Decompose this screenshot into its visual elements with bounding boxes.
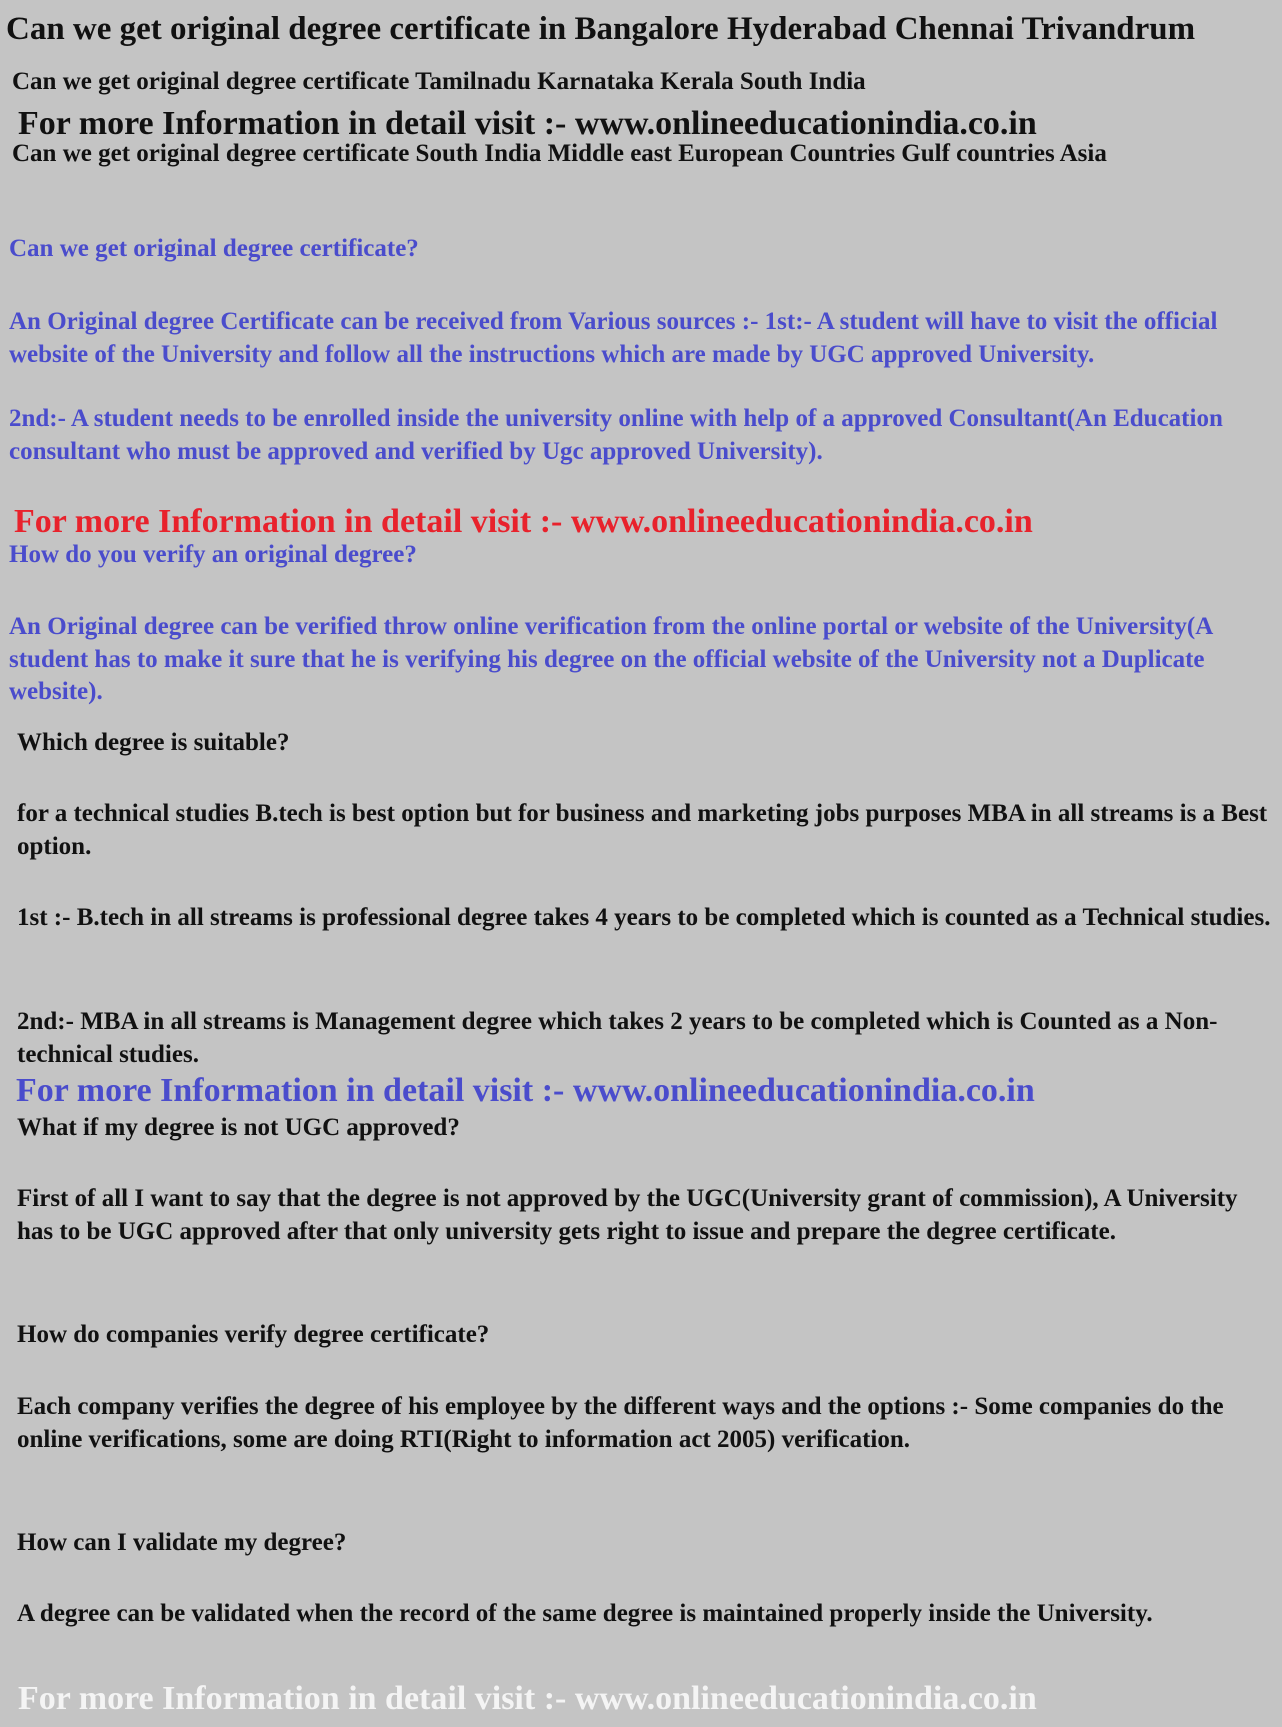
answer-verify-degree: An Original degree can be verified throw online verification from the online portal or website of the University(A student has to make it sure that he is verifying his degree on the official website of the University not a Duplicate website). xyxy=(9,613,1212,705)
promo-link-top[interactable]: For more Information in detail visit :- www.onlineeducationindia.co.in xyxy=(18,105,1037,142)
promo-link-blue[interactable]: For more Information in detail visit :- www.onlineeducationindia.co.in xyxy=(16,1072,1035,1109)
question-company-verify: How do companies verify degree certificate? xyxy=(17,1321,490,1348)
promo-link-red[interactable]: For more Information in detail visit :- www.onlineeducationindia.co.in xyxy=(14,503,1033,540)
question-verify-degree: How do you verify an original degree? xyxy=(9,541,417,568)
question-ugc-approval: What if my degree is not UGC approved? xyxy=(17,1114,460,1141)
question-suitable-degree: Which degree is suitable? xyxy=(17,729,290,756)
question-validate-degree: How can I validate my degree? xyxy=(17,1529,347,1556)
answer-sources-second: 2nd:- A student needs to be enrolled inside the university online with help of a approved Consultant(An Education consultant who must be approved and verified by Ugc approved University). xyxy=(9,405,1223,465)
answer-company-verify: Each company verifies the degree of his employee by the different ways and the options :- Some companies do the online verifications, some are doing RTI(Right to information act 2005) verification. xyxy=(17,1393,1224,1453)
question-original-degree: Can we get original degree certificate? xyxy=(9,235,419,262)
subtitle-regions: Can we get original degree certificate Tamilnadu Karnataka Kerala South India xyxy=(12,68,866,95)
answer-btech: 1st :- B.tech in all streams is professional degree takes 4 years to be completed which is counted as a Technical studies. xyxy=(17,904,1271,931)
answer-ugc-approval: First of all I want to say that the degree is not approved by the UGC(University grant of commission), A University has to be UGC approved after that only university gets right to issue and prepare the degree certificate. xyxy=(17,1185,1238,1245)
promo-link-white[interactable]: For more Information in detail visit :- www.onlineeducationindia.co.in xyxy=(18,1680,1037,1717)
answer-validate-degree: A degree can be validated when the record of the same degree is maintained properly inside the University. xyxy=(17,1600,1153,1627)
page-title: Can we get original degree certificate in Bangalore Hyderabad Chennai Trivandrum xyxy=(6,11,1196,47)
answer-mba: 2nd:- MBA in all streams is Management degree which takes 2 years to be completed which is Counted as a Non-technical studies. xyxy=(17,1008,1218,1068)
answer-suitable-degree: for a technical studies B.tech is best option but for business and marketing jobs purposes MBA in all streams is a Best option. xyxy=(17,800,1268,860)
answer-sources-first: An Original degree Certificate can be received from Various sources :- 1st:- A student will have to visit the official website of the University and follow all the instructions which are made by UGC approved University. xyxy=(9,308,1218,368)
subtitle-countries: Can we get original degree certificate South India Middle east European Countries Gulf countries Asia xyxy=(12,140,1107,167)
